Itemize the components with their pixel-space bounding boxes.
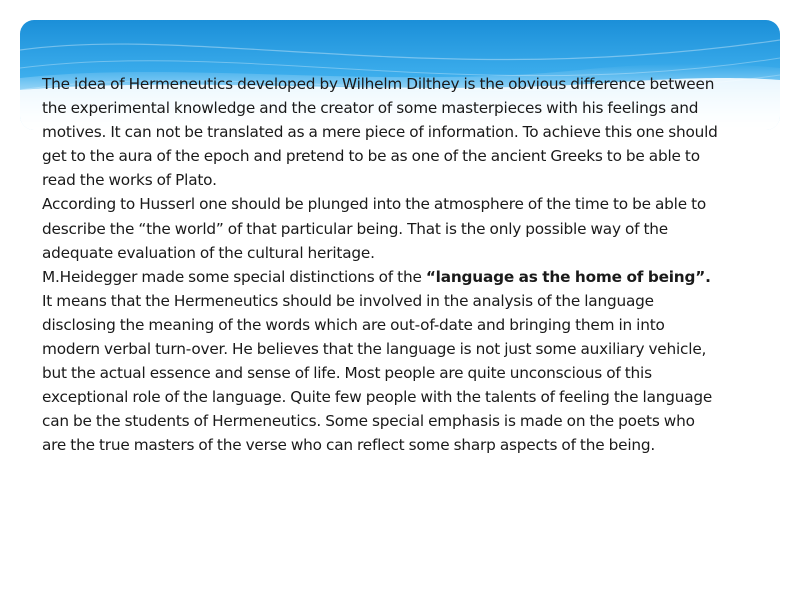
paragraph-dilthey: The idea of Hermeneutics developed by Wilhelm Dilthey is the obvious difference between the experimental knowledge and the creator of some masterpieces with his feelings and motives. It can not be translated as a mere piece of information. To achieve this one should get to the aura of the epoch and pretend to be as one of the ancient Greeks to be able to read the works of Plato. [42,75,718,190]
paragraph-heidegger [42,265,722,458]
slide-body-text [42,72,722,458]
paragraph-heidegger-emphasis: “language as the home of being”. [425,267,711,286]
paragraph-heidegger-lead: M.Heidegger made some special distinctions of the [42,267,426,286]
paragraph-husserl: According to Husserl one should be plunged into the atmosphere of the time to be able to describe the “the world” of that particular being. That is the only possible way of the adequate evaluation of the cultural heritage. [42,195,707,262]
paragraph-heidegger-rest: It means that the Hermeneutics should be involved in the analysis of the language disclosing the meaning of the words which are out-of-date and bringing them in into modern verbal turn-over. He believes that the language is not just some auxiliary vehicle, but the actual essence and sense of life. Most people are quite unconscious of this exceptional role of the language. Quite few people with the talents of feeling the language can be the students of Hermeneutics. Some special emphasis is made on the poets who are the true masters of the verse who can reflect some sharp aspects of the being. [42,291,713,455]
